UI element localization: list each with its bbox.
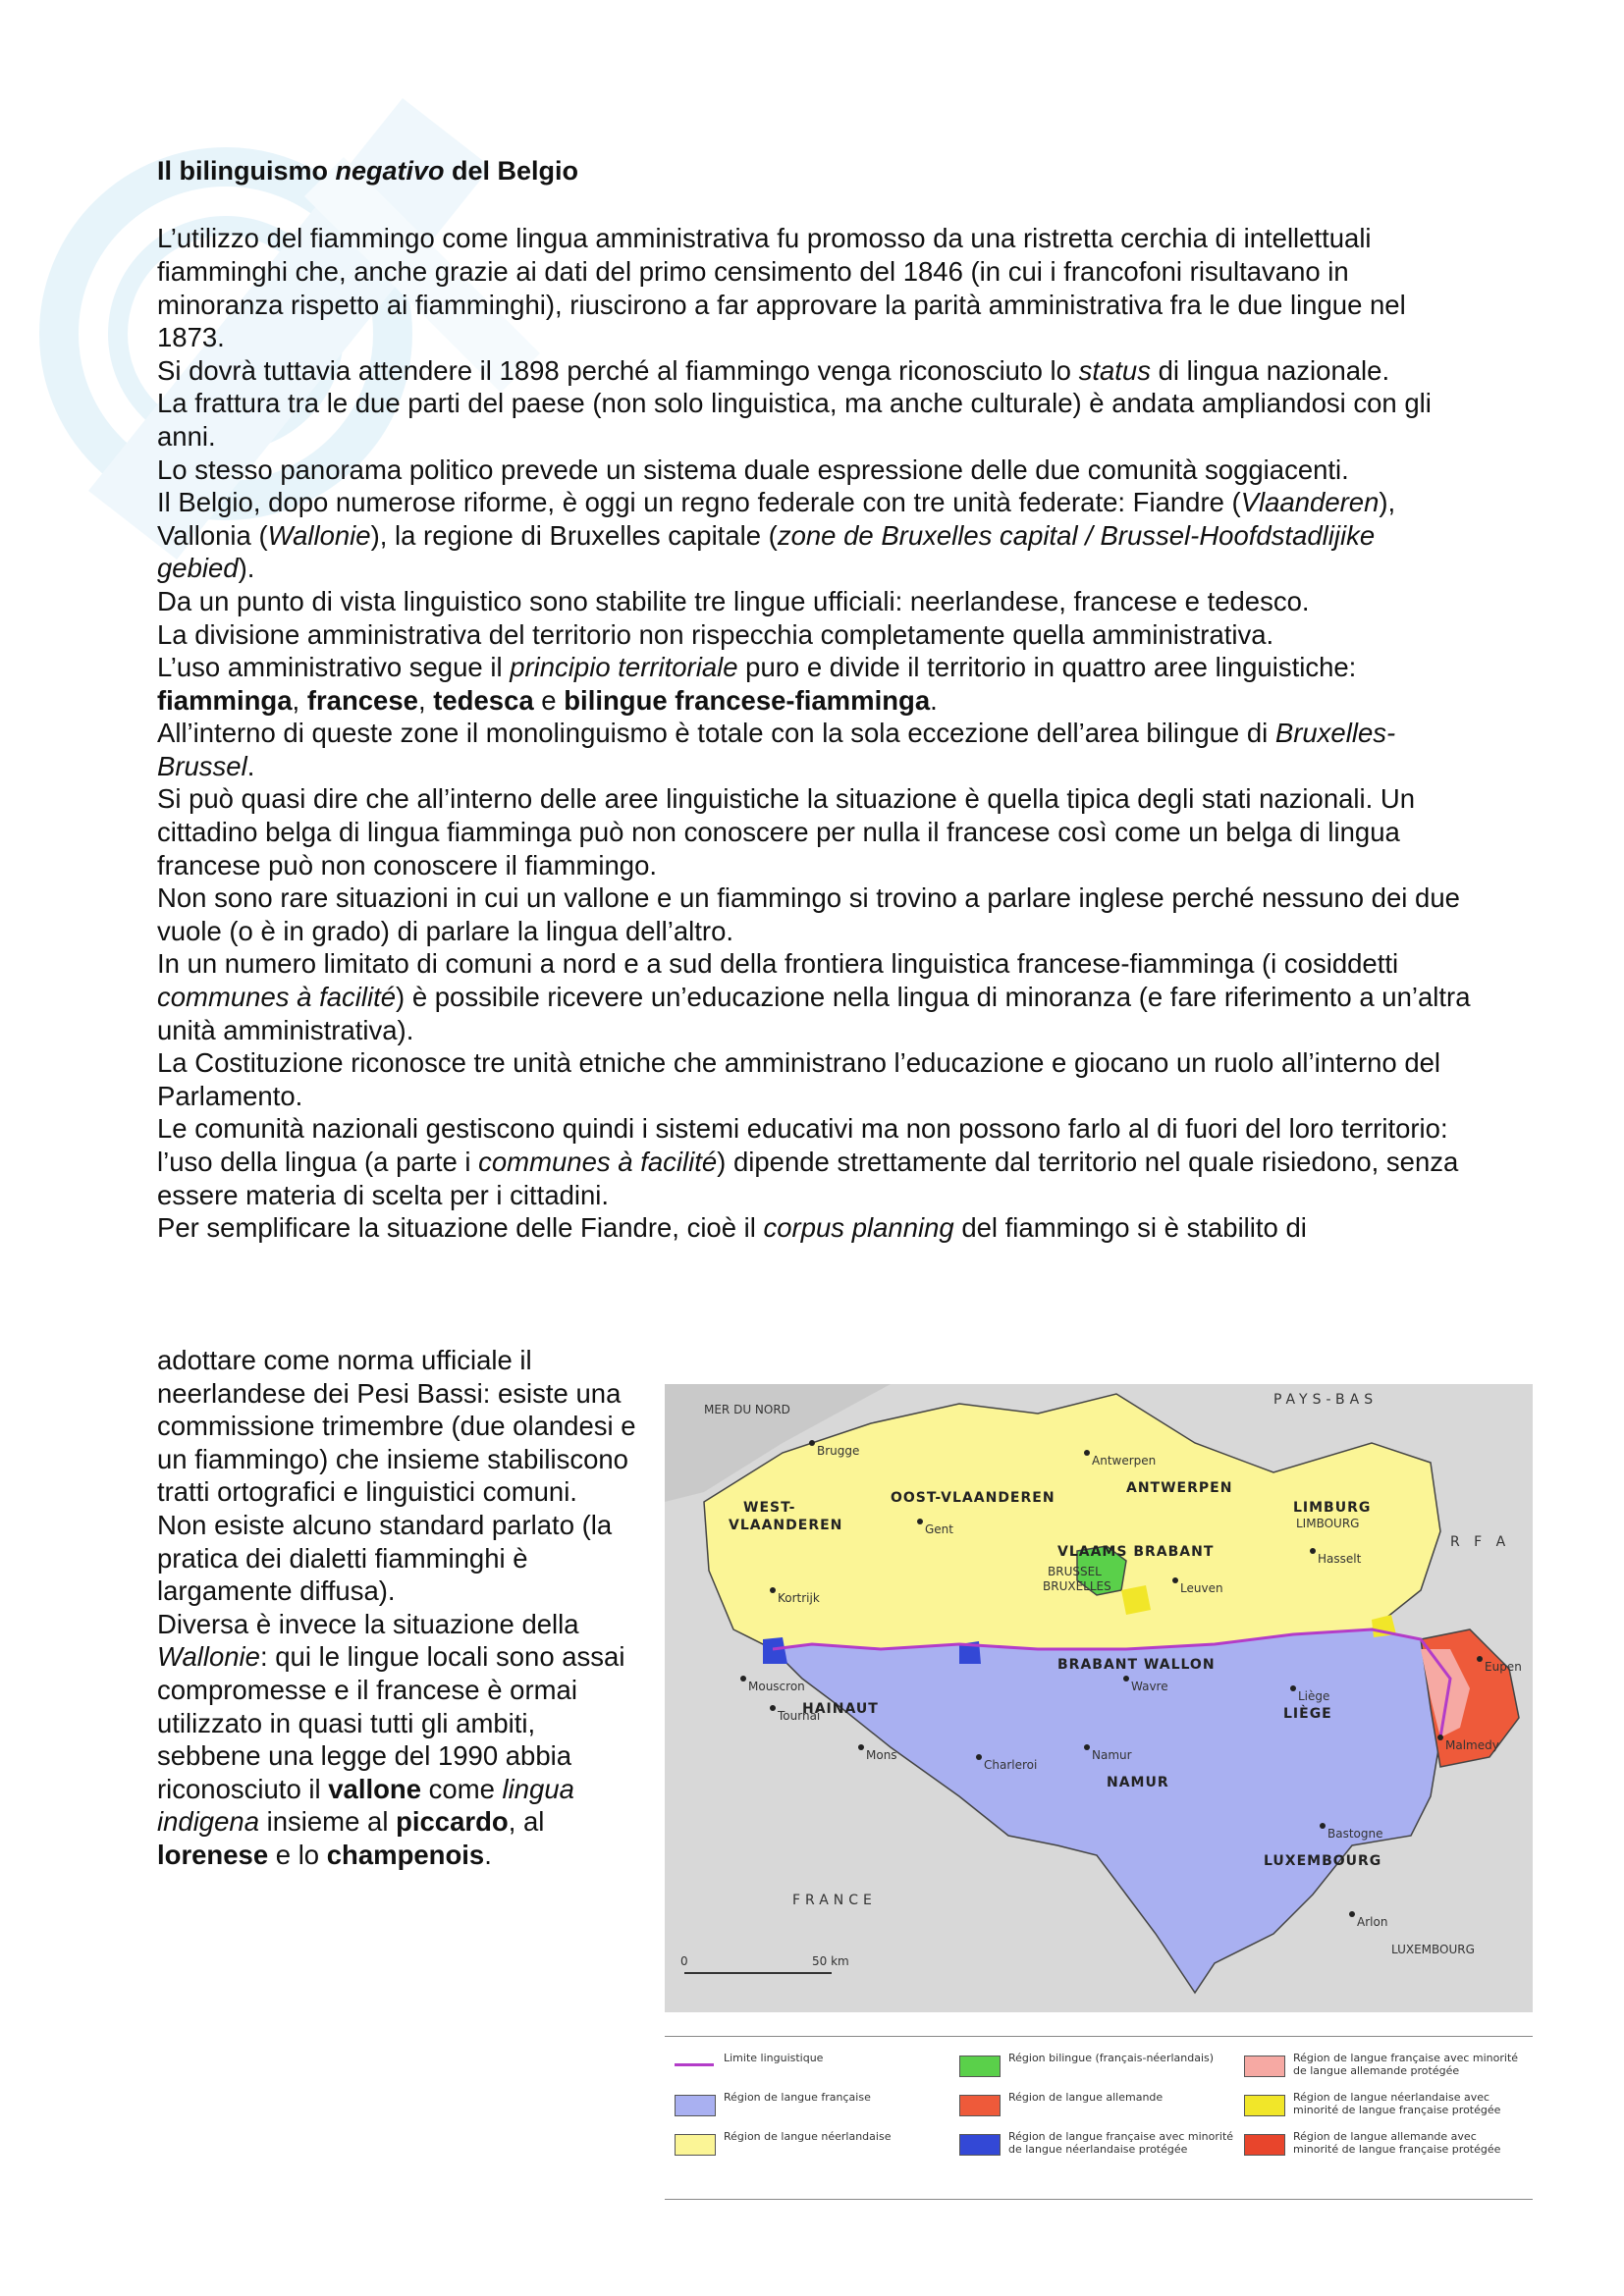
paragraph: La frattura tra le due parti del paese (non solo linguistica, ma anche culturale) è andata ampliandosi con gli anni. bbox=[157, 388, 1432, 452]
legend-label: Région de langue française avec minorité de langue allemande protégée bbox=[1293, 2052, 1519, 2077]
legend-swatch bbox=[959, 2056, 1001, 2077]
walloon-region bbox=[773, 1629, 1450, 1993]
city-label: Eupen bbox=[1485, 1660, 1522, 1674]
map-label: FRANCE bbox=[792, 1893, 877, 1908]
city-label: Arlon bbox=[1357, 1915, 1388, 1929]
city-marker bbox=[1084, 1450, 1090, 1456]
legend-swatch bbox=[1244, 2134, 1285, 2156]
city-label: Namur bbox=[1092, 1748, 1132, 1762]
legend-item bbox=[959, 2052, 1234, 2087]
paragraph: All’interno di queste zone il monolinguismo è totale con la sola eccezione dell’area bilingue di Bruxelles-Brussel. bbox=[157, 718, 1396, 781]
legend-swatch bbox=[1244, 2056, 1285, 2077]
document-body bbox=[157, 147, 1473, 1245]
map-label: R F A bbox=[1450, 1534, 1511, 1550]
map-label: NAMUR bbox=[1107, 1775, 1169, 1790]
paragraph: In un numero limitato di comuni a nord e a sud della frontiera linguistica francese-fiamminga (i cosiddetti communes à facilité) è possibile ricevere un’educazione nella lingua di minoranza (e fare riferimento a un’altra unità amministrativa). bbox=[157, 948, 1471, 1045]
legend-bottom-rule bbox=[665, 2199, 1533, 2200]
legend-label: Limite linguistique bbox=[724, 2052, 824, 2064]
belgium-language-map bbox=[665, 1384, 1533, 2203]
legend-item bbox=[1244, 2052, 1519, 2087]
legend-item bbox=[959, 2091, 1234, 2126]
paragraph: L’uso amministrativo segue il principio territoriale puro e divide il territorio in quattro aree linguistiche: fiamminga, francese, tedesca e bilingue francese-fiamminga. bbox=[157, 652, 1357, 716]
city-marker bbox=[976, 1754, 982, 1760]
legend-label: Région de langue néerlandaise avec minorité de langue française protégée bbox=[1293, 2091, 1501, 2116]
legend-item bbox=[675, 2091, 949, 2126]
map-label: LIMBURG bbox=[1293, 1500, 1372, 1516]
city-marker bbox=[917, 1519, 923, 1524]
paragraph: adottare come norma ufficiale il neerlandese dei Pesi Bassi: esiste una commissione trimembre (due olandesi e un fiammingo) che insieme stabiliscono tratti ortografici e linguistici comuni. bbox=[157, 1345, 636, 1508]
city-label: Gent bbox=[925, 1522, 953, 1536]
paragraph: Si dovrà tuttavia attendere il 1898 perché al fiammingo venga riconosciuto lo status di lingua nazionale. bbox=[157, 354, 1390, 386]
legend-label: Région de langue allemande bbox=[1008, 2091, 1164, 2104]
map-label: BRUSSEL bbox=[1048, 1565, 1102, 1578]
paragraph: La divisione amministrativa del territorio non rispecchia completamente quella amministrativa. bbox=[157, 618, 1274, 650]
city-label: Tournai bbox=[778, 1709, 821, 1723]
map-label: WEST- bbox=[743, 1500, 796, 1516]
map-label: BRUXELLES bbox=[1043, 1579, 1111, 1593]
legend-item bbox=[675, 2130, 949, 2165]
legend-top-rule bbox=[665, 2036, 1533, 2037]
city-marker bbox=[740, 1676, 746, 1682]
paragraph: Diversa è invece la situazione della Wallonie: qui le lingue locali sono assai compromesse e il francese è ormai utilizzato in quasi tutti gli ambiti, sebbene una legge del 1990 abbia riconosciuto il vallone come lingua indigena insieme al piccardo, al lorenese e lo champenois. bbox=[157, 1608, 625, 1870]
map-label: OOST-VLAANDEREN bbox=[891, 1490, 1056, 1506]
city-marker bbox=[770, 1587, 776, 1593]
map-label: VLAANDEREN bbox=[729, 1518, 843, 1533]
wrapped-text-column bbox=[157, 1344, 638, 1872]
paragraph: Per semplificare la situazione delle Fiandre, cioè il corpus planning del fiammingo si è stabilito di bbox=[157, 1212, 1307, 1244]
legend-item bbox=[959, 2130, 1234, 2165]
map-label: PAYS-BAS bbox=[1273, 1392, 1379, 1408]
paragraph: Da un punto di vista linguistico sono stabilite tre lingue ufficiali: neerlandese, francese e tedesco. bbox=[157, 585, 1310, 616]
city-label: Mons bbox=[866, 1748, 897, 1762]
city-marker bbox=[809, 1440, 815, 1446]
legend-label: Région de langue française bbox=[724, 2091, 871, 2104]
city-marker bbox=[1084, 1744, 1090, 1750]
city-marker bbox=[858, 1744, 864, 1750]
city-label: Brugge bbox=[817, 1444, 860, 1458]
city-marker bbox=[1290, 1685, 1296, 1691]
map-label: LIMBOURG bbox=[1296, 1517, 1360, 1530]
legend-swatch bbox=[959, 2095, 1001, 2116]
city-label: Kortrijk bbox=[778, 1591, 820, 1605]
dutch-minority-spot bbox=[1121, 1585, 1151, 1615]
scale-label: 50 km bbox=[812, 1954, 849, 1968]
city-marker bbox=[1123, 1676, 1129, 1682]
city-marker bbox=[1477, 1656, 1483, 1662]
map-label: VLAAMS BRABANT bbox=[1057, 1544, 1215, 1560]
city-label: Antwerpen bbox=[1092, 1454, 1157, 1468]
legend-label: Région de langue allemande avec minorité de langue française protégée bbox=[1293, 2130, 1501, 2156]
city-label: Leuven bbox=[1180, 1581, 1223, 1595]
city-marker bbox=[1320, 1823, 1326, 1829]
paragraph: Le comunità nazionali gestiscono quindi i sistemi educativi ma non possono farlo al di fuori del loro territorio: l’uso della lingua (a parte i communes à facilité) dipende strettamente dal territorio nel quale risiedono, senza essere materia di scelta per i cittadini. bbox=[157, 1113, 1459, 1210]
paragraph: L’utilizzo del fiammingo come lingua amministrativa fu promosso da una ristretta cerchia di intellettuali fiamminghi che, anche grazie ai dati del primo censimento del 1846 (in cui i francofoni risultavano in minoranza rispetto ai fiamminghi), riuscirono a far approvare la parità amministrativa fra le due lingue nel 1873. bbox=[157, 223, 1406, 353]
city-marker bbox=[770, 1705, 776, 1711]
paragraph: Il Belgio, dopo numerose riforme, è oggi un regno federale con tre unità federate: Fiandre (Vlaanderen), Vallonia (Wallonie), la regione di Bruxelles capitale (zone de Bruxelles capital / Brussel-Hoofdstadlijike gebied). bbox=[157, 487, 1396, 584]
city-label: Bastogne bbox=[1327, 1827, 1383, 1841]
legend-item bbox=[675, 2052, 949, 2087]
legend-swatch bbox=[675, 2063, 714, 2066]
legend-swatch bbox=[675, 2134, 716, 2156]
paragraph: Lo stesso panorama politico prevede un sistema duale espressione delle due comunità soggiacenti. bbox=[157, 454, 1349, 485]
map-label: LUXEMBOURG bbox=[1264, 1853, 1382, 1869]
page-title: Il bilinguismo negativo del Belgio bbox=[157, 156, 579, 186]
city-label: Hasselt bbox=[1318, 1552, 1362, 1566]
legend-item bbox=[1244, 2130, 1519, 2165]
city-marker bbox=[1310, 1548, 1316, 1554]
paragraph: Si può quasi dire che all’interno delle aree linguistiche la situazione è quella tipica degli stati nazionali. Un cittadino belga di lingua fiamminga può non conoscere per nulla il francese così come un belga di lingua francese può non conoscere il fiammingo. bbox=[157, 783, 1416, 881]
city-marker bbox=[1349, 1911, 1355, 1917]
legend-label: Région bilingue (français-néerlandais) bbox=[1008, 2052, 1215, 2064]
map-label: LUXEMBOURG bbox=[1391, 1943, 1475, 1956]
map-svg bbox=[665, 1384, 1533, 2012]
map-frame bbox=[665, 1384, 1533, 2012]
city-label: Charleroi bbox=[984, 1758, 1038, 1772]
city-marker bbox=[1172, 1577, 1178, 1583]
legend-swatch bbox=[959, 2134, 1001, 2156]
city-label: Wavre bbox=[1131, 1680, 1168, 1693]
legend-label: Région de langue néerlandaise bbox=[724, 2130, 892, 2143]
city-marker bbox=[1437, 1735, 1443, 1740]
legend-swatch bbox=[675, 2095, 716, 2116]
paragraph: Non esiste alcuno standard parlato (la pratica dei dialetti fiamminghi è largamente diffusa). bbox=[157, 1509, 613, 1607]
legend-swatch bbox=[1244, 2095, 1285, 2116]
legend-item bbox=[1244, 2091, 1519, 2126]
legend-label: Région de langue française avec minorité de langue néerlandaise protégée bbox=[1008, 2130, 1234, 2156]
paragraph: La Costituzione riconosce tre unità etniche che amministrano l’educazione e giocano un ruolo all’interno del Parlamento. bbox=[157, 1047, 1441, 1111]
map-legend bbox=[665, 2052, 1533, 2199]
map-label: HAINAUT bbox=[802, 1701, 879, 1717]
map-label: BRABANT WALLON bbox=[1057, 1657, 1216, 1673]
map-label: LIÈGE bbox=[1283, 1706, 1332, 1722]
city-label: Malmedy bbox=[1445, 1738, 1499, 1752]
map-label: MER DU NORD bbox=[704, 1403, 790, 1416]
city-label: Mouscron bbox=[748, 1680, 805, 1693]
map-label: ANTWERPEN bbox=[1126, 1480, 1233, 1496]
scale-bar bbox=[680, 1954, 849, 1973]
city-label: Liège bbox=[1298, 1689, 1330, 1703]
paragraph: Non sono rare situazioni in cui un vallone e un fiammingo si trovino a parlare inglese perché nessuno dei due vuole (o è in grado) di parlare la lingua dell’altro. bbox=[157, 882, 1460, 946]
scale-zero: 0 bbox=[680, 1954, 688, 1968]
